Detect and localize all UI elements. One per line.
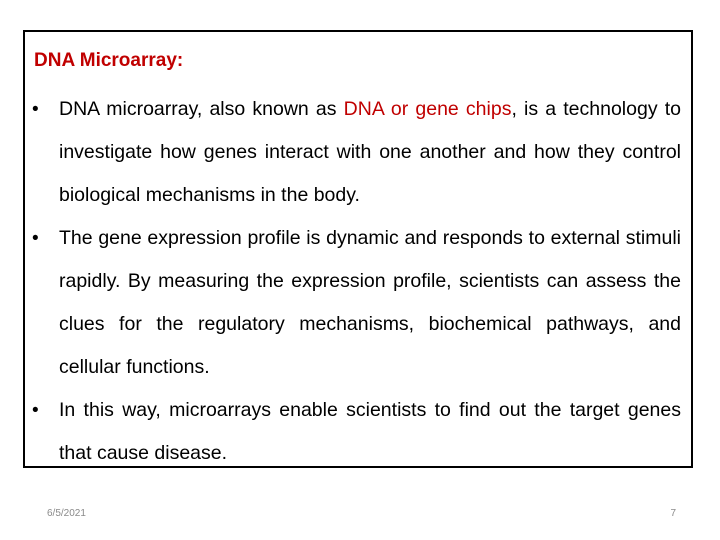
bullet-marker: • [32,400,39,421]
bullet-item-dna-microarray [25,88,691,217]
bullet-marker: • [32,99,39,120]
bullet-list [25,88,691,475]
bullet-text: The gene expression profile is dynamic and responds to external stimuli rapidly. By measuring the expression profile, scientists can assess the clues for the regulatory mechanisms, biochemical pathways, and cellular functions. [59,227,681,378]
bullet-text-pre: DNA microarray, also known as [59,98,344,120]
bullet-marker: • [32,228,39,249]
footer-date: 6/5/2021 [47,508,86,519]
bullet-item-expression-profile [25,217,691,389]
slide-content-box [23,30,693,468]
footer-page-number: 7 [670,508,676,519]
slide-title: DNA Microarray: [34,50,184,71]
highlight-term: DNA or gene chips [343,98,512,120]
bullet-text-post: , is a technology to investigate how genes interact with one another and how they control biological mechanisms in the body. [59,98,681,206]
bullet-item-target-genes [25,389,691,475]
bullet-text: In this way, microarrays enable scientists to find out the target genes that cause disease. [59,399,681,464]
